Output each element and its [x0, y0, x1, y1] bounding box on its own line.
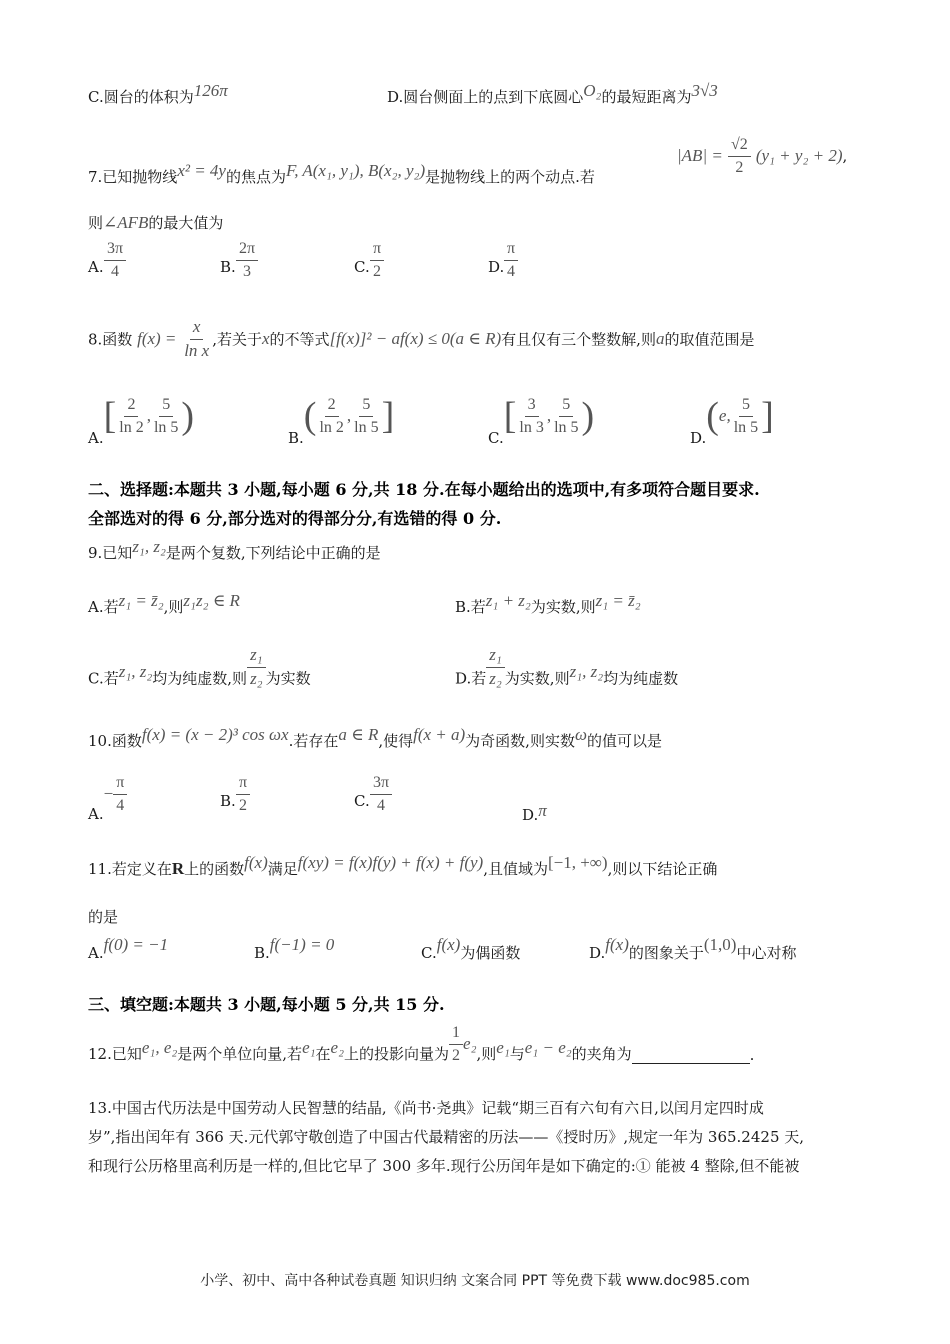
q11-option-d-math2: (1,0) — [703, 935, 737, 954]
q11-option-d-text: 的图象关于 — [628, 944, 704, 962]
q8-option-a-open: [ — [103, 395, 117, 437]
q7-ab-lhs: |AB| = — [677, 146, 723, 166]
q8-option-a-d2: ln 5 — [153, 418, 179, 436]
q8-option-a-n2: 5 — [159, 396, 173, 417]
q9-option-c-den: z₂ — [250, 668, 263, 688]
q12-math4: e₂ — [463, 1034, 477, 1054]
q8-option-a-d1: ln 2 — [119, 418, 144, 436]
q9-option-a-text2: ,则 — [163, 598, 184, 616]
q12-math2: e₁ — [302, 1038, 316, 1058]
q11-option-d — [589, 935, 797, 962]
q8-option-d — [690, 394, 774, 447]
q12-math6: e₁ − e₂ — [524, 1038, 572, 1058]
q12-text5: ,则 — [476, 1045, 497, 1064]
q8-f-num: x — [190, 318, 204, 340]
q9-stem-text1: 9.已知 — [88, 544, 133, 562]
q8-text1: ,若关于 — [212, 330, 262, 349]
q7-line2 — [88, 214, 223, 231]
q7-text1: 的焦点为 — [225, 168, 286, 186]
section2-heading-line2: 全部选对的得 6 分,部分选对的得部分分,有选错的得 0 分. — [88, 509, 502, 528]
q7-option-d-den: 4 — [507, 262, 516, 280]
q6-option-c-math: 126π — [193, 81, 228, 100]
q7-ab-rhs: (y₁ + y₂ + 2) — [755, 146, 843, 166]
q10-option-d — [522, 801, 547, 824]
q11-option-a — [88, 935, 169, 962]
q7-line2-text2: 的最大值为 — [148, 214, 224, 232]
q8-text2: 的不等式 — [269, 330, 330, 349]
q9-option-b-math2: z₁ = z̄₂ — [595, 591, 641, 610]
q10-option-b-label: B. — [220, 792, 236, 810]
q8-option-a-n1: 2 — [124, 396, 138, 417]
q11-option-d-text2: 中心对称 — [736, 944, 797, 962]
q11-stem — [88, 853, 718, 878]
q9-option-d-num: z₁ — [486, 646, 505, 668]
q7-ab-den: 2 — [735, 158, 744, 176]
q10-option-b-den: 2 — [239, 796, 248, 814]
q10-text2: .若存在 — [288, 732, 339, 750]
q8-option-a-close: ) — [181, 395, 195, 437]
q9-option-d-den: z₂ — [489, 668, 502, 688]
q10-option-c-fraction — [370, 774, 392, 814]
q9-stem-text2: 是两个复数,下列结论中正确的是 — [165, 544, 381, 562]
q8-option-c-d2: ln 5 — [554, 418, 579, 436]
q7-option-d-fraction — [504, 240, 518, 280]
q9-option-a-math2: z₁z₂ ∈ R — [183, 591, 240, 610]
q12-text2: 是两个单位向量,若 — [177, 1045, 303, 1064]
q7-ab-comma: , — [842, 147, 848, 166]
q6-option-d-math2: 3√3 — [691, 81, 718, 100]
q7-math2: F, A(x₁, y₁), B(x₂, y₂) — [286, 161, 426, 180]
q7-line2-text: 则 — [88, 214, 104, 232]
q8-f-fraction — [181, 318, 212, 360]
q7-ab-num: √2 — [728, 136, 751, 157]
q8-f-den: ln x — [184, 340, 210, 360]
q9-option-c-fraction — [247, 646, 266, 688]
q8-option-c-close: ) — [581, 395, 595, 437]
q8-option-d-first: e, — [718, 406, 731, 425]
q9-option-c-text3: 为实数 — [265, 669, 311, 688]
q10-option-d-math: π — [538, 801, 547, 820]
q10-option-a — [88, 774, 127, 823]
q11-math4: [−1, +∞) — [547, 853, 608, 872]
q10-text5: 的值可以是 — [586, 732, 662, 750]
q8-option-d-d2: ln 5 — [733, 418, 759, 436]
q9-option-c-math1: z₁, z₂ — [118, 662, 153, 682]
q8-option-b: B.( $\frac{2}{\ln 2}$ , $\frac{5}{\ln 5}$ ] — [288, 395, 395, 447]
q10-math2: a ∈ R — [338, 725, 379, 744]
q8-math1: x — [262, 329, 270, 349]
q9-option-d-text1: D.若 — [455, 669, 487, 688]
q12-text4: 上的投影向量为 — [344, 1045, 450, 1064]
q7-line2-angle: ∠AFB — [103, 213, 149, 232]
q12-text3: 在 — [315, 1045, 331, 1064]
q12-num: 1 — [449, 1024, 463, 1045]
q7-option-c-label: C. — [354, 258, 370, 276]
q8-option-c: C.[ $\frac{3}{\ln 3}$ , $\frac{5}{\ln 5}$ ) — [488, 395, 595, 447]
q11-option-c-text: 为偶函数 — [460, 944, 521, 962]
q8-math3: a — [655, 329, 665, 349]
q12-math1: e₁, e₂ — [141, 1038, 178, 1058]
q10-option-b-num: π — [236, 774, 250, 795]
q8-option-b-n2: 5 — [359, 396, 373, 417]
q8-f-lhs: f(x) = — [137, 329, 177, 349]
q6-option-d — [387, 81, 718, 106]
q7-option-c-den: 2 — [373, 262, 382, 280]
q8-option-c-open: [ — [503, 395, 517, 437]
q11-option-a-math: f(0) = −1 — [103, 935, 169, 954]
q8-option-a-frac2 — [151, 396, 181, 436]
q8-option-c-frac1 — [516, 396, 546, 436]
page-footer: 小学、初中、高中各种试卷真题 知识归纳 文案合同 PPT 等免费下载 www.doc985.com — [200, 1273, 750, 1289]
q8-option-d-close: ] — [761, 395, 774, 437]
section3-heading: 三、填空题:本题共 3 小题,每小题 5 分,共 15 分. — [88, 995, 445, 1014]
q10-text1: 10.函数 — [88, 732, 142, 750]
q11-option-c-math: f(x) — [436, 935, 461, 954]
q10-math1: f(x) = (x − 2)³ cos ωx — [141, 725, 289, 744]
q10-option-c-label: C. — [354, 792, 370, 810]
q12-answer-blank[interactable] — [632, 1049, 750, 1064]
q10-option-d-label: D. — [522, 806, 539, 824]
q9-option-d — [455, 646, 678, 688]
q12-text6: 与 — [509, 1045, 525, 1064]
q8-option-b-close: ] — [381, 395, 395, 437]
q8-option-b-label: B. — [288, 428, 304, 447]
q8-option-b-open: ( — [303, 395, 317, 437]
q9-option-d-fraction — [486, 646, 505, 688]
q9-stem-math: z₁, z₂ — [132, 537, 166, 556]
q7-option-a-den: 4 — [111, 262, 120, 280]
q8-option-c-frac2 — [551, 396, 581, 436]
q8-option-b-frac1 — [316, 396, 346, 436]
section2-heading-line1: 二、选择题:本题共 3 小题,每小题 6 分,共 18 分.在每小题给出的选项中,有多项符合题目要求. — [88, 480, 760, 499]
q12-den: 2 — [452, 1046, 461, 1064]
q8-option-a: A.[ $\frac{2}{\ln 2}$ , $\frac{5}{\ln 5}$ ) — [88, 395, 195, 447]
q7-ab-fraction — [728, 136, 751, 176]
q12-text8: . — [749, 1046, 755, 1065]
q10-option-a-sign: − — [103, 784, 114, 804]
q9-option-b-text1: B.若 — [455, 598, 486, 616]
q10-math4: ω — [574, 725, 587, 744]
q8-option-d-open: ( — [706, 395, 719, 437]
q12-fraction — [449, 1024, 463, 1064]
q10-option-a-num: π — [113, 774, 127, 795]
q12-text7: 的夹角为 — [571, 1045, 632, 1064]
q11-text1: 11.若定义在 — [88, 860, 172, 878]
q7-stem — [88, 161, 595, 186]
q8-text3: 有且仅有三个整数解,则 — [501, 330, 656, 349]
q11-text3: 满足 — [267, 860, 298, 878]
q6-option-c — [88, 81, 228, 106]
q12-text1: 12.已知 — [88, 1045, 142, 1064]
q8-option-c-label: C. — [488, 428, 504, 447]
q8-option-a-frac1 — [116, 396, 146, 436]
q8-option-c-n2: 5 — [559, 396, 573, 417]
q8-text4: 的取值范围是 — [664, 330, 755, 349]
q7-option-d-num: π — [504, 240, 518, 261]
q9-option-b — [455, 591, 641, 616]
q11-option-b-math: f(−1) = 0 — [269, 935, 335, 954]
q10-option-c-den: 4 — [377, 796, 386, 814]
q7-option-a-fraction — [104, 240, 126, 280]
q11-text5: ,则以下结论正确 — [607, 860, 718, 878]
q11-line2: 的是 — [88, 908, 119, 926]
q10-text3: ,使得 — [378, 732, 414, 750]
q7-option-c-fraction — [370, 240, 384, 280]
q7-number: 7.已知抛物线 — [88, 168, 178, 186]
q7-option-a-num: 3π — [104, 240, 126, 261]
q12-stem — [88, 1024, 754, 1064]
q13-line1: 13.中国古代历法是中国劳动人民智慧的结晶,《尚书·尧典》记载“期三百有六旬有六日,以闰月定四时成 — [88, 1099, 764, 1117]
q12-math5: e₁ — [496, 1038, 510, 1058]
q9-option-c-text2: 均为纯虚数,则 — [152, 669, 248, 688]
q11-math3: f(xy) = f(x)f(y) + f(x) + f(y) — [297, 853, 484, 872]
q8-option-b-frac2 — [351, 396, 381, 436]
q9-option-b-math1: z₁ + z₂ — [485, 591, 531, 610]
q8-option-c-d1: ln 3 — [519, 418, 544, 436]
q9-option-d-text3: 均为纯虚数 — [603, 669, 679, 688]
q9-option-c-num: z₁ — [247, 646, 266, 668]
q9-option-d-math1: z₁, z₂ — [569, 662, 604, 682]
q7-ab-formula — [677, 136, 847, 176]
q12-math3: e₂ — [330, 1038, 345, 1058]
q7-option-d-label: D. — [488, 258, 505, 276]
q9-option-a — [88, 591, 240, 616]
q8-math2: [f(x)]² − af(x) ≤ 0(a ∈ R) — [329, 329, 502, 349]
q7-math1: x² = 4y — [177, 161, 226, 180]
q11-option-a-label: A. — [88, 944, 104, 962]
q9-stem — [88, 537, 381, 562]
q9-option-a-text1: A.若 — [88, 598, 119, 616]
q8-option-d-frac2 — [731, 396, 761, 436]
q6-option-d-text2: 的最短距离为 — [601, 88, 692, 106]
q8-stem — [88, 318, 754, 360]
q9-option-c — [88, 646, 311, 688]
q11-option-d-label: D. — [589, 944, 606, 962]
q11-option-b-label: B. — [254, 944, 270, 962]
q11-option-b — [254, 935, 335, 962]
q7-option-c-num: π — [370, 240, 384, 261]
q8-option-b-n1: 2 — [325, 396, 339, 417]
q9-option-a-math1: z₁ = z̄₂ — [118, 591, 164, 610]
q11-math2: f(x) — [244, 853, 268, 872]
q7-option-b-den: 3 — [243, 262, 252, 280]
q8-option-d-n2: 5 — [739, 396, 753, 417]
q10-text4: 为奇函数,则实数 — [465, 732, 575, 750]
q10-stem — [88, 725, 662, 750]
q13-line2: 岁”,指出闰年有 366 天.元代郭守敬创造了中国古代最精密的历法——《授时历》,规定一年为 365.2425 天, — [88, 1128, 805, 1146]
q8-option-c-n1: 3 — [525, 396, 539, 417]
q7-option-b-fraction — [236, 240, 258, 280]
q11-text4: ,且值域为 — [483, 860, 548, 878]
q8-number: 8.函数 — [88, 330, 133, 349]
q11-math1: R — [171, 859, 185, 878]
q6-option-d-math1: O₂ — [583, 81, 602, 100]
q13-line3: 和现行公历格里高利历是一样的,但比它早了 300 多年.现行公历闰年是如下确定的:① 能被 4 整除,但不能被 — [88, 1157, 800, 1175]
q9-option-d-text2: 为实数,则 — [504, 669, 570, 688]
q7-option-b-label: B. — [220, 258, 236, 276]
q8-option-b-d1: ln 2 — [319, 418, 344, 436]
q10-option-a-den: 4 — [116, 796, 125, 814]
q8-option-a-label: A. — [88, 428, 104, 447]
q10-math3: f(x + a) — [413, 725, 466, 744]
q10-option-b-fraction — [236, 774, 250, 814]
q8-option-d-label: D. — [690, 428, 707, 447]
q7-option-b-num: 2π — [236, 240, 258, 261]
q11-option-c — [421, 935, 521, 962]
q10-option-c-num: 3π — [370, 774, 392, 795]
q11-option-d-math: f(x) — [605, 935, 629, 954]
q9-option-c-text1: C.若 — [88, 669, 119, 688]
q7-option-a-label: A. — [88, 258, 104, 276]
q8-option-b-d2: ln 5 — [354, 418, 379, 436]
q10-option-a-fraction — [113, 774, 127, 814]
q9-option-b-text2: 为实数,则 — [530, 598, 596, 616]
q10-option-a-label: A. — [88, 804, 104, 823]
q11-text2: 上的函数 — [184, 860, 245, 878]
q7-text2: 是抛物线上的两个动点.若 — [425, 168, 595, 186]
q6-option-c-text: C.圆台的体积为 — [88, 88, 194, 106]
q6-option-d-text1: D.圆台侧面上的点到下底圆心 — [387, 88, 584, 106]
q11-option-c-label: C. — [421, 944, 437, 962]
